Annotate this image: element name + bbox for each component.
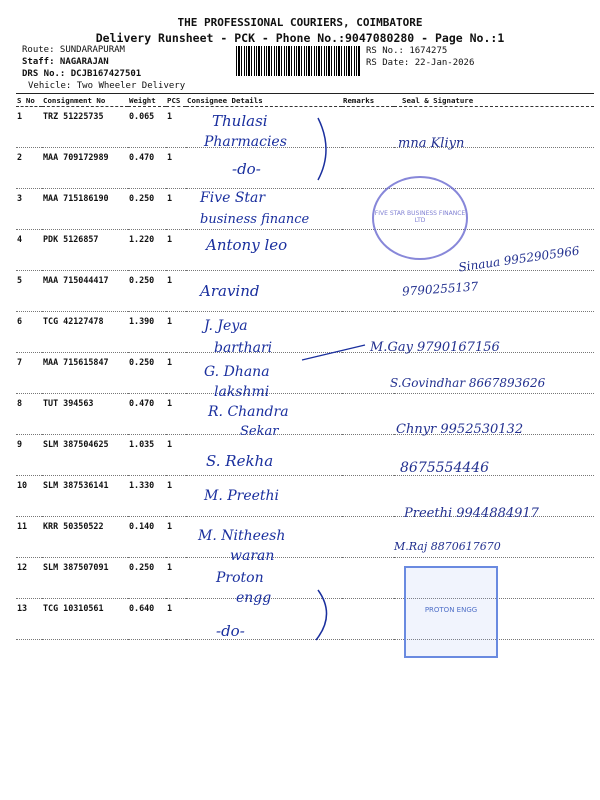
signature: Sinaua 9952905966 — [457, 243, 581, 275]
row-pcs: 1 — [167, 603, 173, 613]
handwritten-name: M. Nitheesh — [198, 528, 286, 544]
handwritten-name: -do- — [216, 622, 245, 640]
col-seal: Seal & Signature — [394, 94, 594, 107]
col-sno: S No — [16, 94, 42, 107]
handwritten-name: G. Dhana — [204, 364, 270, 380]
row-consignment: SLM 387504625 — [43, 439, 109, 449]
signature: 9790255137 — [401, 279, 479, 299]
signature: Chnyr 9952530132 — [396, 422, 524, 437]
vehicle: Vehicle: Two Wheeler Delivery — [28, 81, 186, 91]
row-sno: 2 — [17, 152, 23, 162]
row-consignment: SLM 387507091 — [43, 562, 109, 572]
row-sno: 10 — [17, 480, 28, 490]
row-sno: 3 — [17, 193, 23, 203]
route: Route: SUNDARAPURAM — [22, 45, 125, 55]
row-sno: 1 — [17, 111, 23, 121]
col-remarks: Remarks — [342, 94, 394, 107]
row-pcs: 1 — [167, 111, 173, 121]
row-sno: 13 — [17, 603, 28, 613]
handwritten-name: S. Rekha — [206, 452, 274, 470]
row-weight: 0.250 — [129, 357, 155, 367]
row-pcs: 1 — [167, 152, 173, 162]
row-pcs: 1 — [167, 193, 173, 203]
col-weight: Weight — [128, 94, 166, 107]
signature: M.Raj 8870617670 — [394, 540, 501, 553]
row-sno: 11 — [17, 521, 28, 531]
runsheet-title: Delivery Runsheet - PCK - Phone No.:9047080280 - Page No.:1 — [95, 31, 505, 45]
handwritten-name: Pharmacies — [204, 134, 287, 150]
handwritten-name: lakshmi — [214, 384, 270, 400]
row-weight: 1.035 — [129, 439, 155, 449]
handwritten-name: -do- — [232, 160, 261, 178]
rs-number: RS No.: 1674275 — [366, 46, 448, 56]
col-consignment: Consignment No — [42, 94, 128, 107]
row-consignment: MAA 709172989 — [43, 152, 109, 162]
row-weight: 0.250 — [129, 562, 155, 572]
row-pcs: 1 — [167, 439, 173, 449]
handwritten-name: Five Star — [200, 190, 266, 206]
row-weight: 0.250 — [129, 193, 155, 203]
col-consignee: Consignee Details — [186, 94, 342, 107]
seal-text: FIVE STAR BUSINESS FINANCE LTD — [374, 210, 466, 224]
company-title: THE PROFESSIONAL COURIERS, COIMBATORE — [177, 16, 423, 29]
row-pcs: 1 — [167, 275, 173, 285]
row-consignment: PDK 5126857 — [43, 234, 99, 244]
handwritten-name: Thulasi — [212, 112, 268, 130]
row-pcs: 1 — [167, 316, 173, 326]
handwritten-name: Sekar — [240, 424, 279, 439]
row-weight: 1.390 — [129, 316, 155, 326]
row-consignment: MAA 715186190 — [43, 193, 109, 203]
row-sno: 5 — [17, 275, 23, 285]
row-weight: 1.220 — [129, 234, 155, 244]
row-consignment: TRZ 51225735 — [43, 111, 104, 121]
row-pcs: 1 — [167, 398, 173, 408]
drs-number: DRS No.: DCJB167427501 — [22, 69, 142, 79]
row-pcs: 1 — [167, 521, 173, 531]
row-weight: 0.140 — [129, 521, 155, 531]
handwritten-name: Aravind — [200, 282, 260, 300]
handwritten-name: waran — [230, 548, 275, 564]
handwritten-name: M. Preethi — [204, 488, 280, 504]
handwritten-name: Antony leo — [206, 236, 288, 254]
row-weight: 0.470 — [129, 152, 155, 162]
row-weight: 1.330 — [129, 480, 155, 490]
row-consignment: TCG 42127478 — [43, 316, 104, 326]
row-sno: 7 — [17, 357, 23, 367]
row-consignment: MAA 715044417 — [43, 275, 109, 285]
col-pcs: PCS — [166, 94, 186, 107]
row-sno: 4 — [17, 234, 23, 244]
row-consignment: TCG 10310561 — [43, 603, 104, 613]
handwritten-name: R. Chandra — [208, 404, 289, 420]
row-consignment: TUT 394563 — [43, 398, 94, 408]
signature: M.Gay 9790167156 — [370, 340, 500, 355]
row-sno: 6 — [17, 316, 23, 326]
signature: Preethi 9944884917 — [404, 506, 539, 521]
company-seal-square — [404, 566, 498, 658]
handwritten-name: barthari — [214, 340, 273, 356]
signature: mna Kliyn — [398, 136, 465, 151]
row-sno: 8 — [17, 398, 23, 408]
signature: S.Govindhar 8667893626 — [390, 376, 546, 390]
signature: 8675554446 — [400, 460, 490, 476]
row-sno: 12 — [17, 562, 28, 572]
row-consignment: KRR 50350522 — [43, 521, 104, 531]
handwritten-name: J. Jeya — [204, 318, 248, 334]
row-consignment: MAA 715615847 — [43, 357, 109, 367]
row-weight: 0.250 — [129, 275, 155, 285]
rs-date: RS Date: 22-Jan-2026 — [366, 58, 475, 68]
row-pcs: 1 — [167, 480, 173, 490]
seal-text: PROTON ENGG — [424, 606, 478, 614]
row-pcs: 1 — [167, 234, 173, 244]
handwritten-name: engg — [236, 590, 272, 606]
company-seal-round — [372, 176, 468, 260]
row-pcs: 1 — [167, 357, 173, 367]
row-sno: 9 — [17, 439, 23, 449]
row-weight: 0.640 — [129, 603, 155, 613]
row-pcs: 1 — [167, 562, 173, 572]
row-weight: 0.470 — [129, 398, 155, 408]
row-weight: 0.065 — [129, 111, 155, 121]
staff: Staff: NAGARAJAN — [22, 57, 109, 67]
handwritten-name: business finance — [200, 212, 310, 227]
handwritten-name: Proton — [216, 570, 264, 586]
row-consignment: SLM 387536141 — [43, 480, 109, 490]
